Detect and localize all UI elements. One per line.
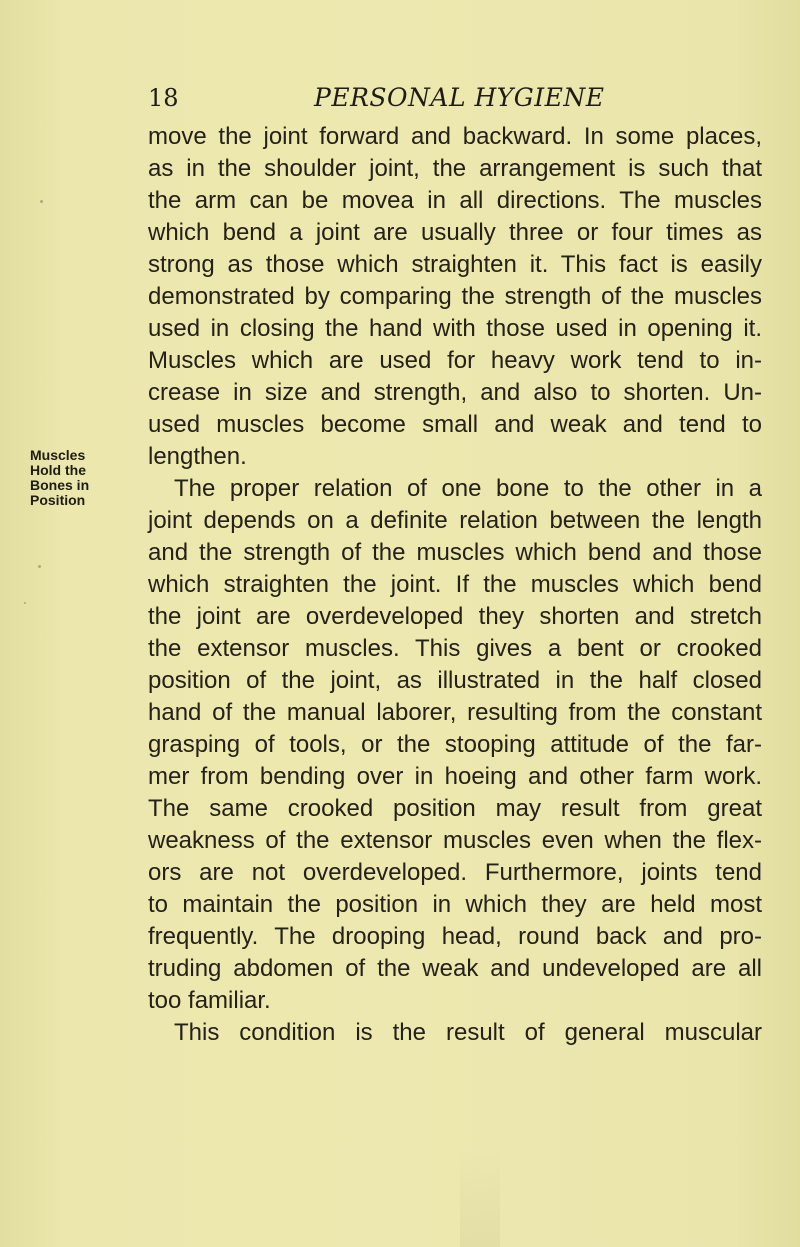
text-line: weakness of the extensor muscles even when the flex- [148, 827, 762, 854]
text-line: grasping of tools, or the stooping attitude of the far- [148, 731, 762, 758]
paragraph-start-line: This condition is the result of general muscular [174, 1019, 762, 1046]
text-line: and the strength of the muscles which bend and those [148, 539, 762, 566]
text-line: to maintain the position in which they are held most [148, 891, 762, 918]
paper-speck [38, 565, 41, 568]
margin-note-line: Hold the [30, 462, 86, 478]
text-line: as in the shoulder joint, the arrangement is such that [148, 155, 762, 182]
margin-note-line: Bones in [30, 477, 90, 493]
running-head [148, 80, 608, 116]
text-line: the arm can be movea in all directions. The muscles [148, 187, 762, 214]
text-line: the extensor muscles. This gives a bent or crooked [148, 635, 762, 662]
text-line: ors are not overdeveloped. Furthermore, joints tend [148, 859, 762, 886]
paper-speck [40, 200, 43, 203]
text-line: mer from bending over in hoeing and other farm work. [148, 763, 762, 790]
paragraph-start-line: The proper relation of one bone to the other in a [174, 475, 762, 502]
text-line: lengthen. [148, 443, 247, 470]
text-line: joint depends on a definite relation between the length [148, 507, 762, 534]
text-line: used in closing the hand with those used in opening it. [148, 315, 762, 342]
text-line: The same crooked position may result from great [148, 795, 762, 822]
margin-note [30, 448, 130, 508]
paper-crease [460, 1150, 500, 1247]
running-title: PERSONAL HYGIENE [314, 83, 605, 112]
text-line: strong as those which straighten it. This fact is easily [148, 251, 762, 278]
text-line: position of the joint, as illustrated in the half closed [148, 667, 762, 694]
text-line: hand of the manual laborer, resulting from the constant [148, 699, 762, 726]
text-line: Muscles which are used for heavy work tend to in- [148, 347, 762, 374]
text-line: used muscles become small and weak and tend to [148, 411, 762, 438]
body-text [148, 121, 762, 1049]
text-line: frequently. The drooping head, round back and pro- [148, 923, 762, 950]
text-line: move the joint forward and backward. In some places, [148, 123, 762, 150]
text-line: which straighten the joint. If the muscles which bend [148, 571, 762, 598]
page-number: 18 [148, 84, 179, 112]
text-line: crease in size and strength, and also to shorten. Un- [148, 379, 762, 406]
text-line: which bend a joint are usually three or four times as [148, 219, 762, 246]
text-line: truding abdomen of the weak and undeveloped are all [148, 955, 762, 982]
paper-speck [24, 602, 26, 604]
text-line: too familiar. [148, 987, 271, 1014]
margin-note-line: Position [30, 492, 86, 508]
text-line: the joint are overdeveloped they shorten and stretch [148, 603, 762, 630]
margin-note-line: Muscles [30, 447, 86, 463]
text-line: demonstrated by comparing the strength of the muscles [148, 283, 762, 310]
